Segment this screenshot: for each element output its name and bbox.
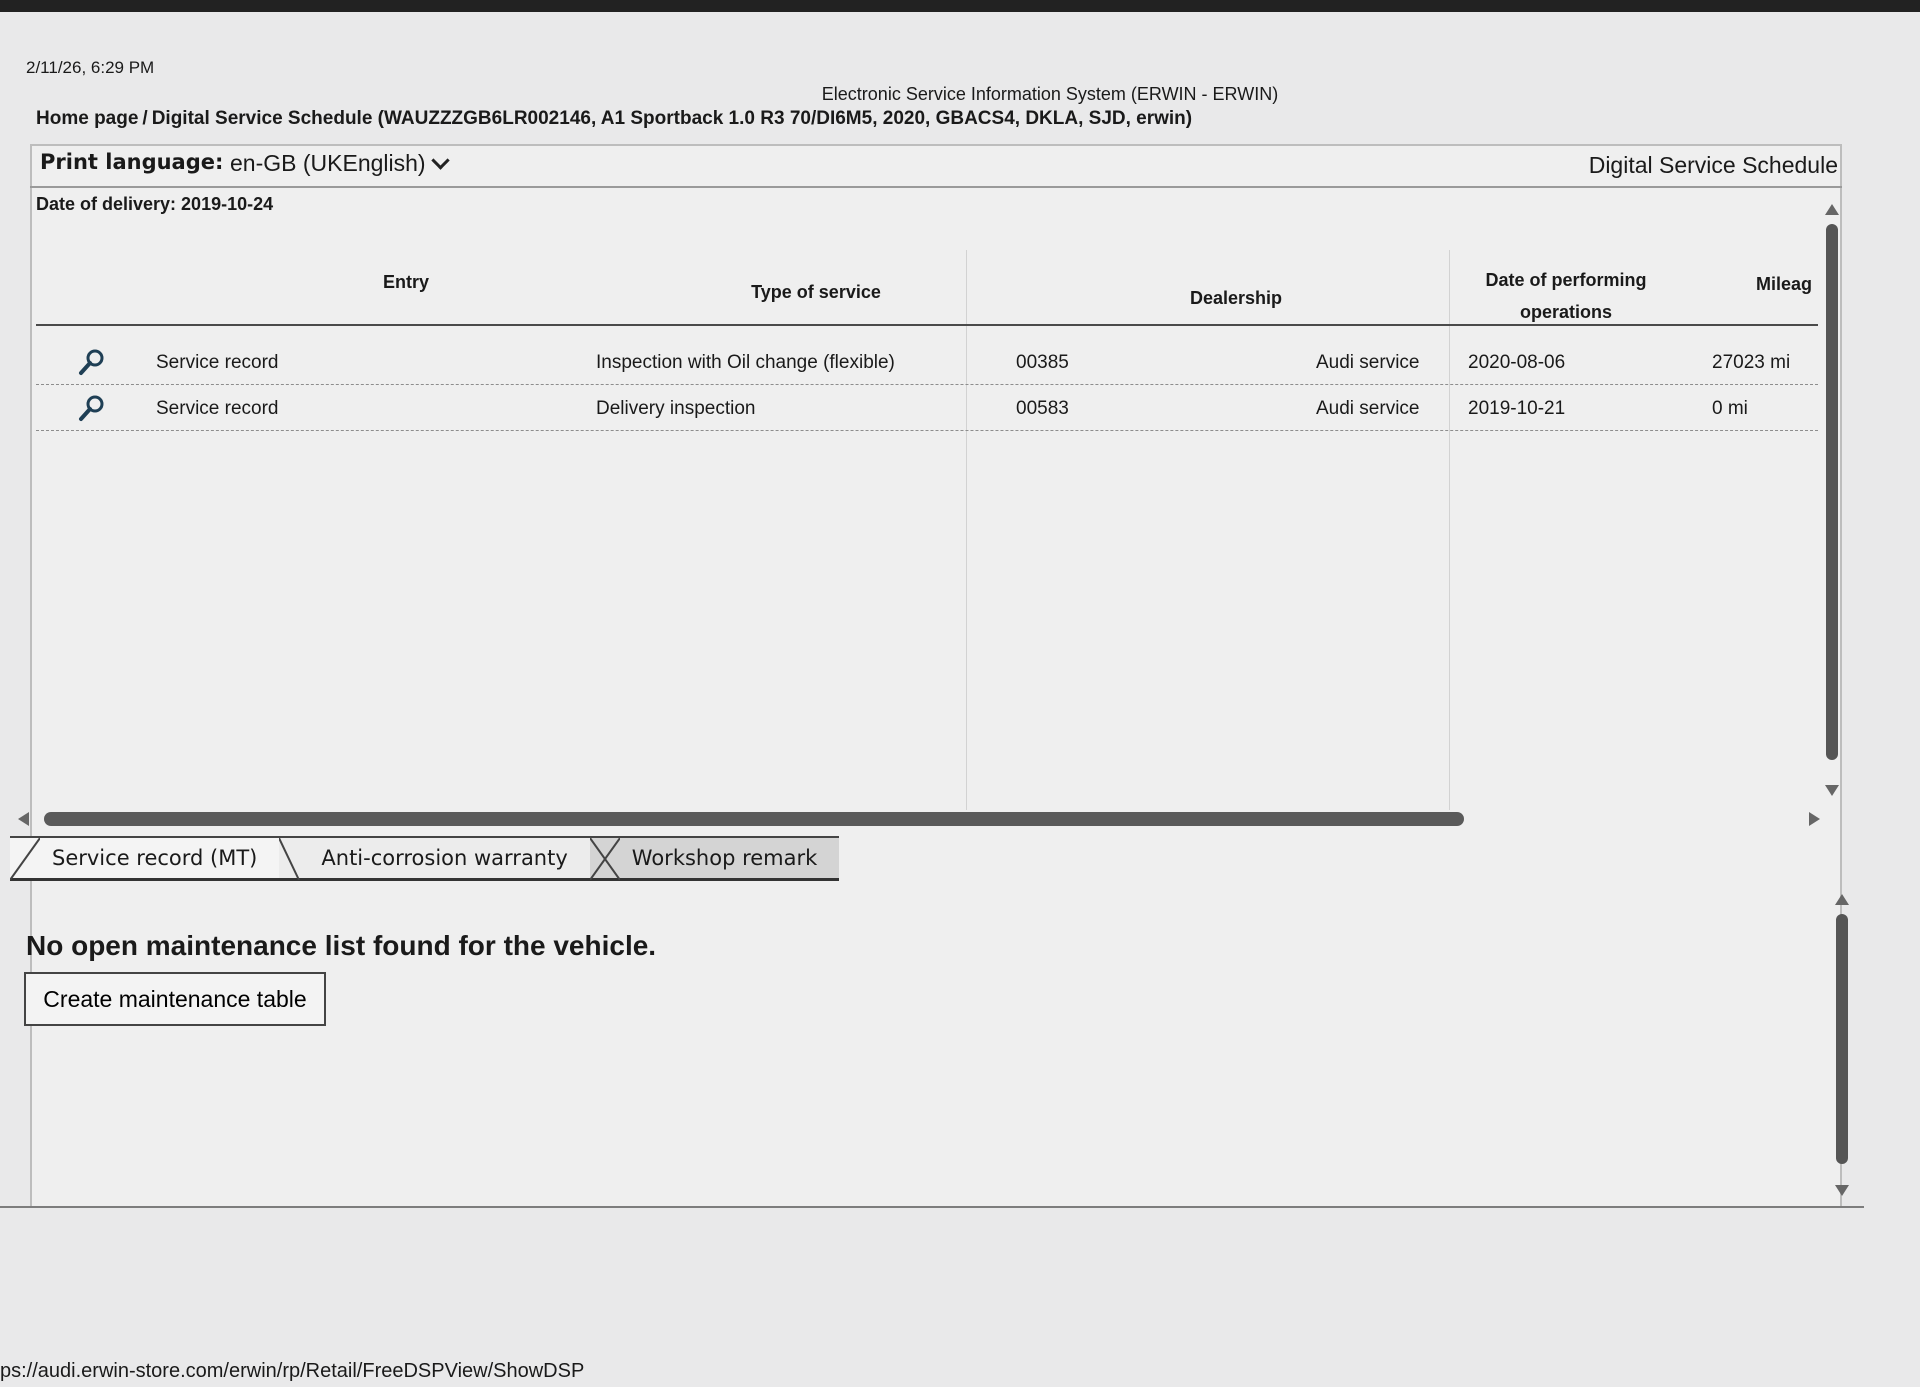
table-row[interactable] [36, 340, 1818, 385]
tab-edge [590, 838, 620, 880]
entry-cell: Service record [156, 352, 279, 373]
entry-cell: Service record [156, 398, 279, 419]
print-language-select[interactable] [230, 150, 447, 177]
date-cell: 2020-08-06 [1468, 352, 1566, 373]
scroll-down-arrow-icon[interactable] [1825, 785, 1839, 796]
tab-label: Workshop remark [631, 846, 818, 870]
tab-content-vertical-scrollbar[interactable] [1830, 890, 1854, 1200]
table-vertical-scrollbar[interactable] [1820, 200, 1844, 800]
dealer-code-cell: 00385 [1016, 352, 1069, 373]
tab-workshop-remark[interactable] [590, 836, 840, 878]
column-header-mileage: Mileag [1756, 274, 1813, 294]
frame-bottom-rule [0, 1206, 1864, 1208]
no-maintenance-message: No open maintenance list found for the vehicle. [26, 930, 657, 961]
tab-edge [10, 838, 40, 880]
column-header-dealership: Dealership [1189, 288, 1283, 308]
tab-anti-corrosion-warranty[interactable] [279, 836, 589, 878]
date-cell: 2019-10-21 [1468, 398, 1566, 419]
service-table [36, 250, 1818, 810]
dealer-name-cell: Audi service [1316, 352, 1420, 373]
magnifier-icon[interactable] [78, 348, 106, 376]
tab-label: Service record (MT) [52, 846, 258, 870]
column-header-date: Date of performing operations [1485, 270, 1647, 322]
page-title: Digital Service Schedule [1588, 152, 1838, 178]
table-row[interactable] [36, 386, 1818, 431]
dealer-name-cell: Audi service [1316, 398, 1420, 419]
mileage-cell: 0 mi [1712, 398, 1748, 419]
scroll-thumb[interactable] [1836, 914, 1848, 1164]
top-edge [0, 0, 1920, 12]
scroll-down-arrow-icon[interactable] [1835, 1185, 1849, 1196]
tab-service-record[interactable] [10, 836, 279, 878]
table-horizontal-scrollbar[interactable] [14, 808, 1824, 832]
dealer-code-cell: 00583 [1016, 398, 1069, 419]
header-rule [36, 324, 1818, 326]
mileage-cell: 27023 mi [1712, 352, 1791, 373]
magnifier-icon[interactable] [78, 394, 106, 422]
print-footer-url: ps://audi.erwin-store.com/erwin/rp/Retail/FreeDSPView/ShowDSP [0, 1360, 585, 1382]
tab-label: Anti-corrosion warranty [321, 846, 568, 870]
chevron-down-icon [431, 151, 449, 169]
print-language-label: Print language: [40, 150, 224, 174]
scroll-left-arrow-icon[interactable] [18, 812, 29, 826]
column-divider [966, 250, 967, 810]
tab-edge [279, 838, 309, 880]
column-header-entry: Entry [382, 272, 429, 292]
scroll-right-arrow-icon[interactable] [1809, 812, 1820, 826]
type-of-service-cell: Inspection with Oil change (flexible) [596, 352, 895, 373]
breadcrumb [36, 108, 1192, 130]
breadcrumb-home[interactable]: Home page [36, 108, 139, 129]
system-title: Electronic Service Information System (ERWIN - ERWIN) [821, 84, 1279, 104]
scroll-up-arrow-icon[interactable] [1825, 204, 1839, 215]
scroll-thumb[interactable] [1826, 224, 1838, 760]
breadcrumb-current: Digital Service Schedule (WAUZZZGB6LR002146, A1 Sportback 1.0 R3 70/DI6M5, 2020, GBACS4, DKLA, SJD, erwin) [151, 108, 1193, 129]
scroll-up-arrow-icon[interactable] [1835, 894, 1849, 905]
tab-bar [10, 836, 839, 881]
column-divider [1449, 250, 1450, 810]
type-of-service-cell: Delivery inspection [596, 398, 756, 419]
delivery-date: Date of delivery: 2019-10-24 [36, 194, 274, 214]
breadcrumb-separator: / [142, 108, 148, 129]
print-language-value: en-GB (UKEnglish) [230, 150, 426, 176]
create-maintenance-table-button[interactable]: Create maintenance table [24, 972, 326, 1026]
print-timestamp: 2/11/26, 6:29 PM [26, 58, 155, 77]
scroll-thumb[interactable] [44, 812, 1464, 826]
column-header-type-of-service: Type of service [751, 282, 881, 302]
